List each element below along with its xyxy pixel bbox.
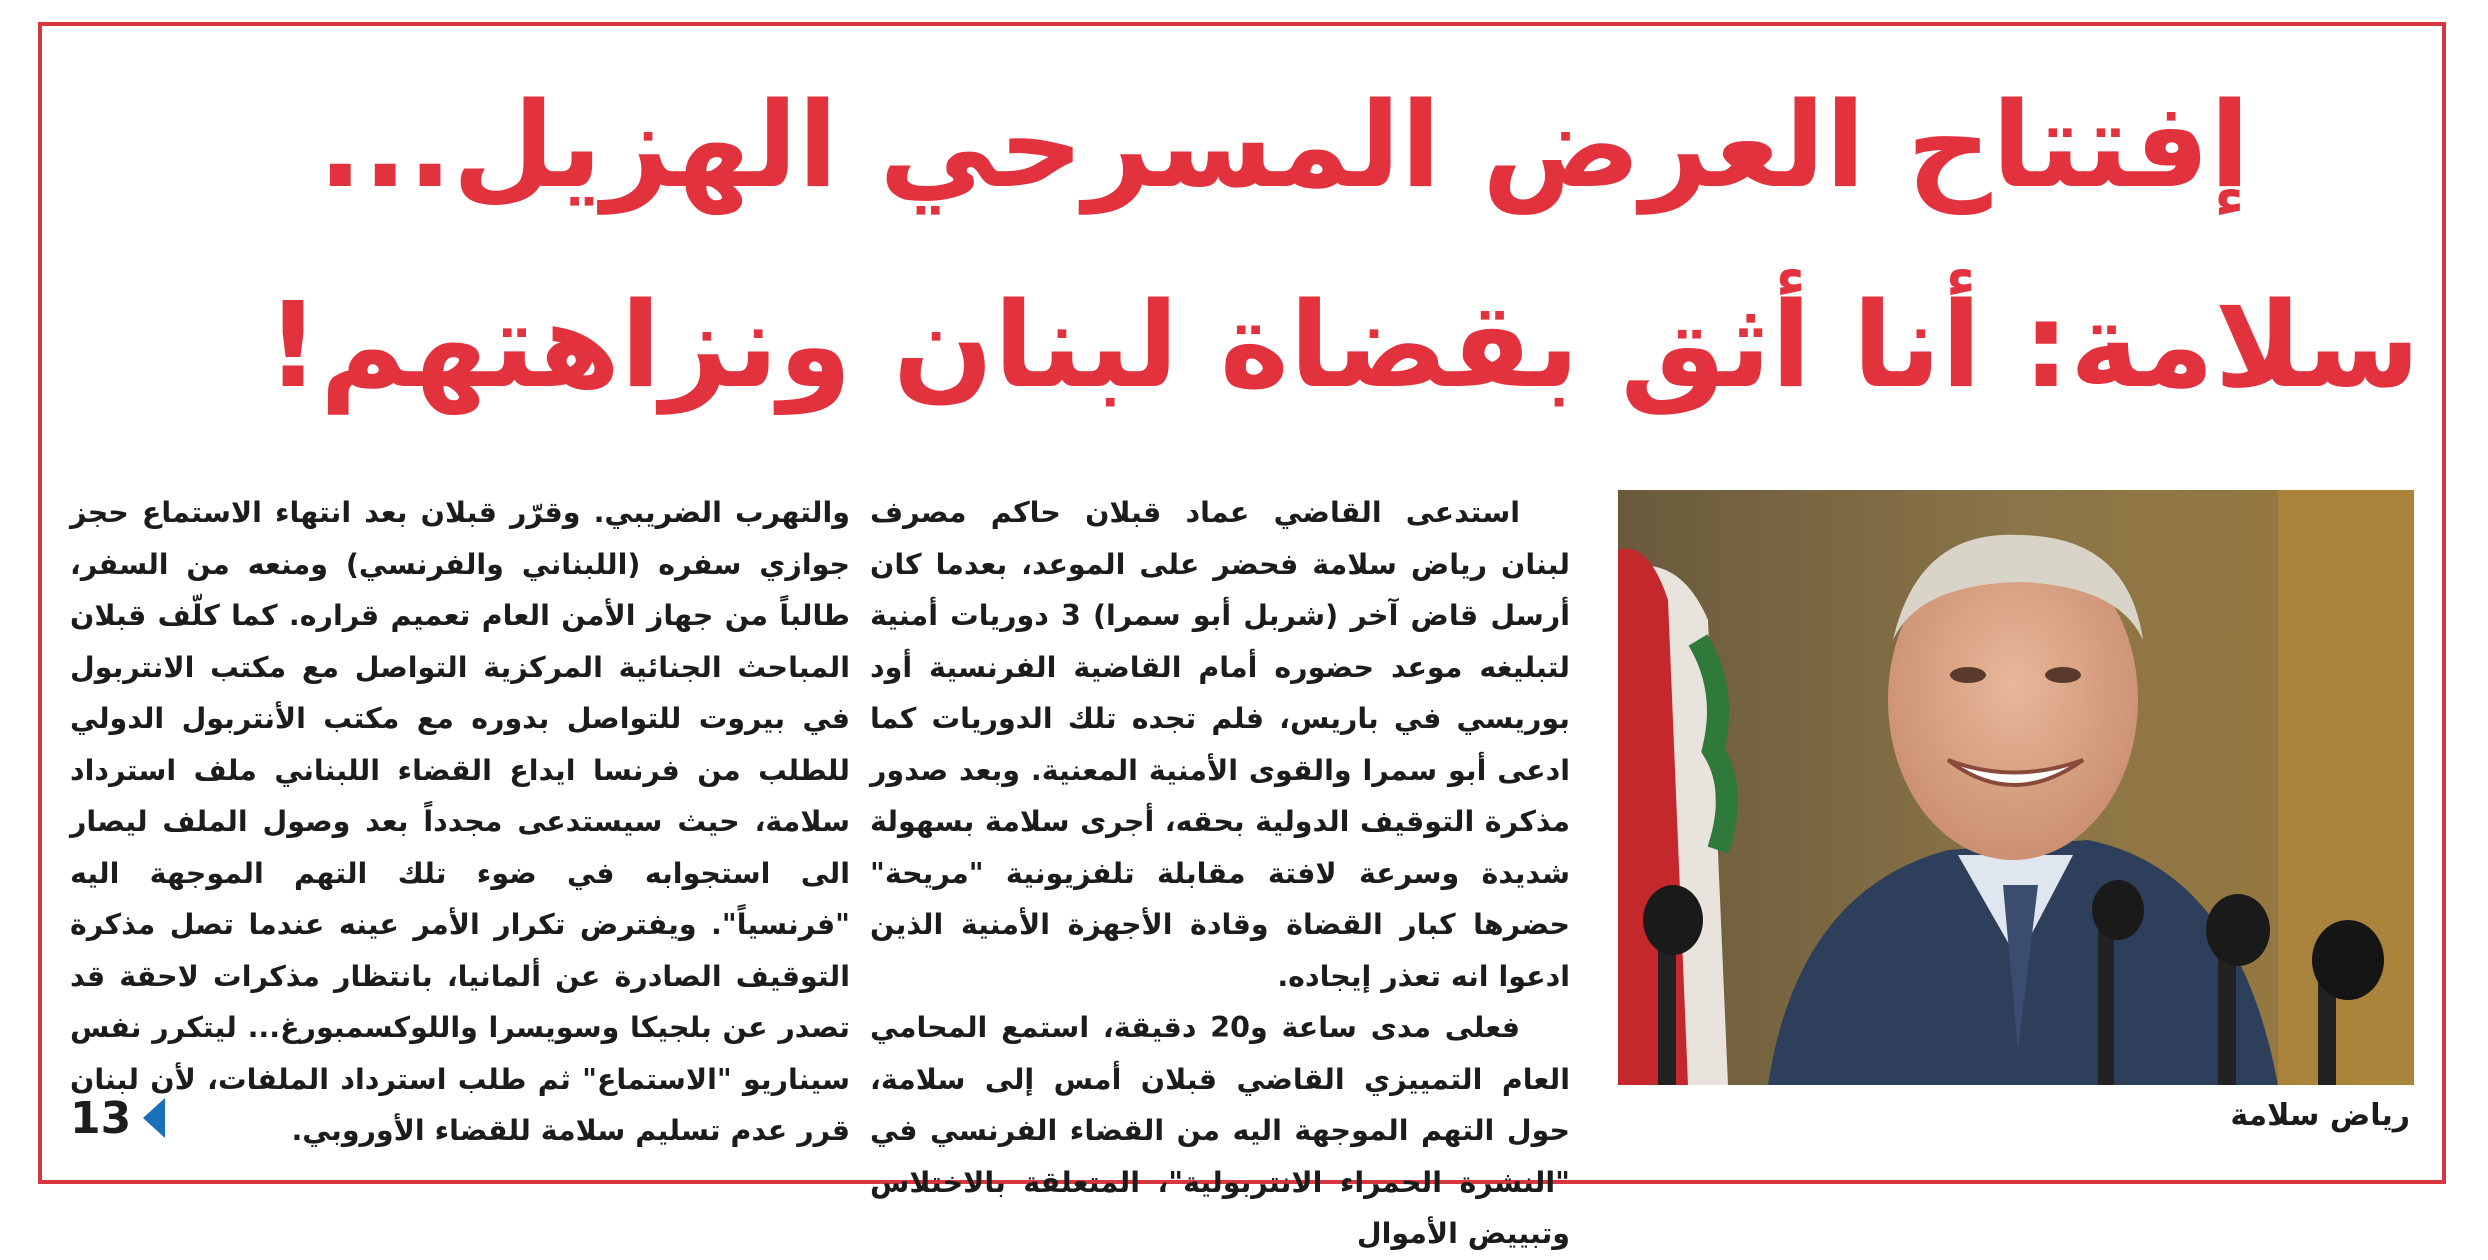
headline-line-2: سلامة: أنا أثق بقضاة لبنان ونزاهتهم! bbox=[266, 276, 2420, 414]
article-column-left bbox=[70, 487, 850, 1157]
portrait-illustration bbox=[1618, 490, 2414, 1085]
article-paragraph-1: استدعى القاضي عماد قبلان حاكم مصرف لبنان رياض سلامة فحضر على الموعد، بعدما كان أرسل قاض آخر (شربل أبو سمرا) 3 دوريات أمنية لتبليغه موعد حضوره أمام القاضية الفرنسية أود بوريسي في باريس، فلم تجده تلك الدوريات كما ادعى أبو سمرا والقوى الأمنية المعنية. وبعد صدور مذكرة التوقيف الدولية بحقه، أجرى سلامة بسهولة شديدة وسرعة لافتة مقابلة تلفزيونية "مريحة" حضرها كبار القضاة وقادة الأجهزة الأمنية الذين ادعوا انه تعذر إيجاده. bbox=[870, 496, 1570, 993]
article-column-middle bbox=[870, 487, 1570, 1260]
photo-caption: رياض سلامة bbox=[2230, 1098, 2410, 1133]
headline-line-1: إفتتاح العرض المسرحي الهزيل... bbox=[317, 76, 2250, 214]
arrow-left-icon bbox=[143, 1098, 165, 1138]
article-paragraph-2: فعلى مدى ساعة و20 دقيقة، استمع المحامي العام التمييزي القاضي قبلان أمس إلى سلامة، حول التهم الموجهة اليه من القضاء الفرنسي في "النشرة الحمراء الانتربولية"، المتعلقة بالاختلاس وتبييض الأموال bbox=[870, 1011, 1570, 1250]
article-paragraph-3: والتهرب الضريبي. وقرّر قبلان بعد انتهاء الاستماع حجز جوازي سفره (اللبناني والفرنسي) ومنعه من السفر، طالباً من جهاز الأمن العام تعميم قراره. كما كلّف قبلان المباحث الجنائية المركزية التواصل مع مكتب الانتربول في بيروت للتواصل بدوره مع مكتب الأنتربول الدولي للطلب من فرنسا ايداع القضاء اللبناني ملف استرداد سلامة، حيث سيستدعى مجدداً بعد وصول الملف ليصار الى استجوابه في ضوء تلك التهم الموجهة اليه "فرنسياً". ويفترض تكرار الأمر عينه عندما تصل مذكرة التوقيف الصادرة عن ألمانيا، بانتظار مذكرات لاحقة قد تصدر عن بلجيكا وسويسرا واللوكسمبورغ... ليتكرر نفس سيناريو "الاستماع" ثم طلب استرداد الملفات، لأن لبنان قرر عدم تسليم سلامة للقضاء الأوروبي. bbox=[70, 496, 850, 1147]
page-number bbox=[70, 1090, 165, 1146]
portrait-photo bbox=[1618, 490, 2414, 1085]
page-number-text: 13 bbox=[70, 1092, 132, 1144]
